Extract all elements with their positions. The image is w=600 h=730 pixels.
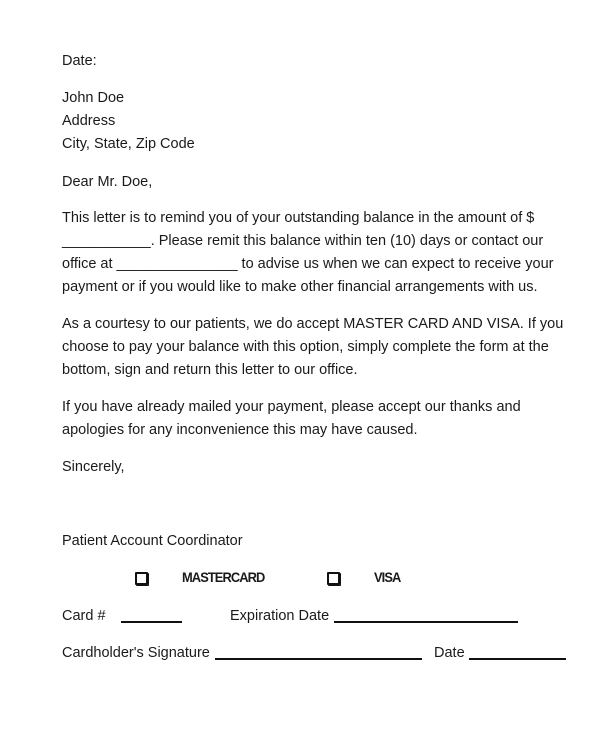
visa-label: VISA	[374, 569, 401, 585]
signature-date-field[interactable]	[469, 658, 566, 660]
paragraph-line: If you have already mailed your payment, please accept our thanks and	[62, 399, 521, 415]
closing: Sincerely,	[62, 459, 125, 475]
mastercard-label: MASTERCARD	[182, 569, 265, 585]
recipient-name: John Doe	[62, 90, 125, 106]
paragraph-line: office at _______________ to advise us when we can expect to receive your	[62, 256, 554, 272]
visa-checkbox[interactable]	[327, 572, 340, 585]
paragraph-line: payment or if you would like to make other financial arrangements with us.	[62, 279, 538, 295]
paragraph-reminder	[62, 207, 572, 299]
signer-title: Patient Account Coordinator	[62, 533, 243, 549]
date-label: Date:	[62, 53, 97, 69]
paragraph-line: apologies for any inconvenience this may have caused.	[62, 422, 418, 438]
expiration-date-field[interactable]	[334, 621, 518, 623]
paragraph-line: bottom, sign and return this letter to our office.	[62, 362, 358, 378]
card-number-label: Card #	[62, 608, 106, 624]
paragraph-line: choose to pay your balance with this option, simply complete the form at the	[62, 339, 549, 355]
recipient-city-line: City, State, Zip Code	[62, 136, 195, 152]
signature-label: Cardholder's Signature	[62, 645, 210, 661]
paragraph-line: This letter is to remind you of your outstanding balance in the amount of $	[62, 210, 535, 226]
signature-field[interactable]	[215, 658, 422, 660]
paragraph-card-option	[62, 313, 572, 382]
signature-date-label: Date	[434, 645, 465, 661]
paragraph-line: ___________. Please remit this balance within ten (10) days or contact our	[62, 233, 544, 249]
card-number-field[interactable]	[121, 621, 182, 623]
paragraph-line: As a courtesy to our patients, we do accept MASTER CARD AND VISA. If you	[62, 316, 564, 332]
paragraph-thanks	[62, 396, 572, 442]
expiration-date-label: Expiration Date	[230, 608, 330, 624]
recipient-address: Address	[62, 113, 116, 129]
mastercard-checkbox[interactable]	[135, 572, 148, 585]
salutation: Dear Mr. Doe,	[62, 174, 153, 190]
